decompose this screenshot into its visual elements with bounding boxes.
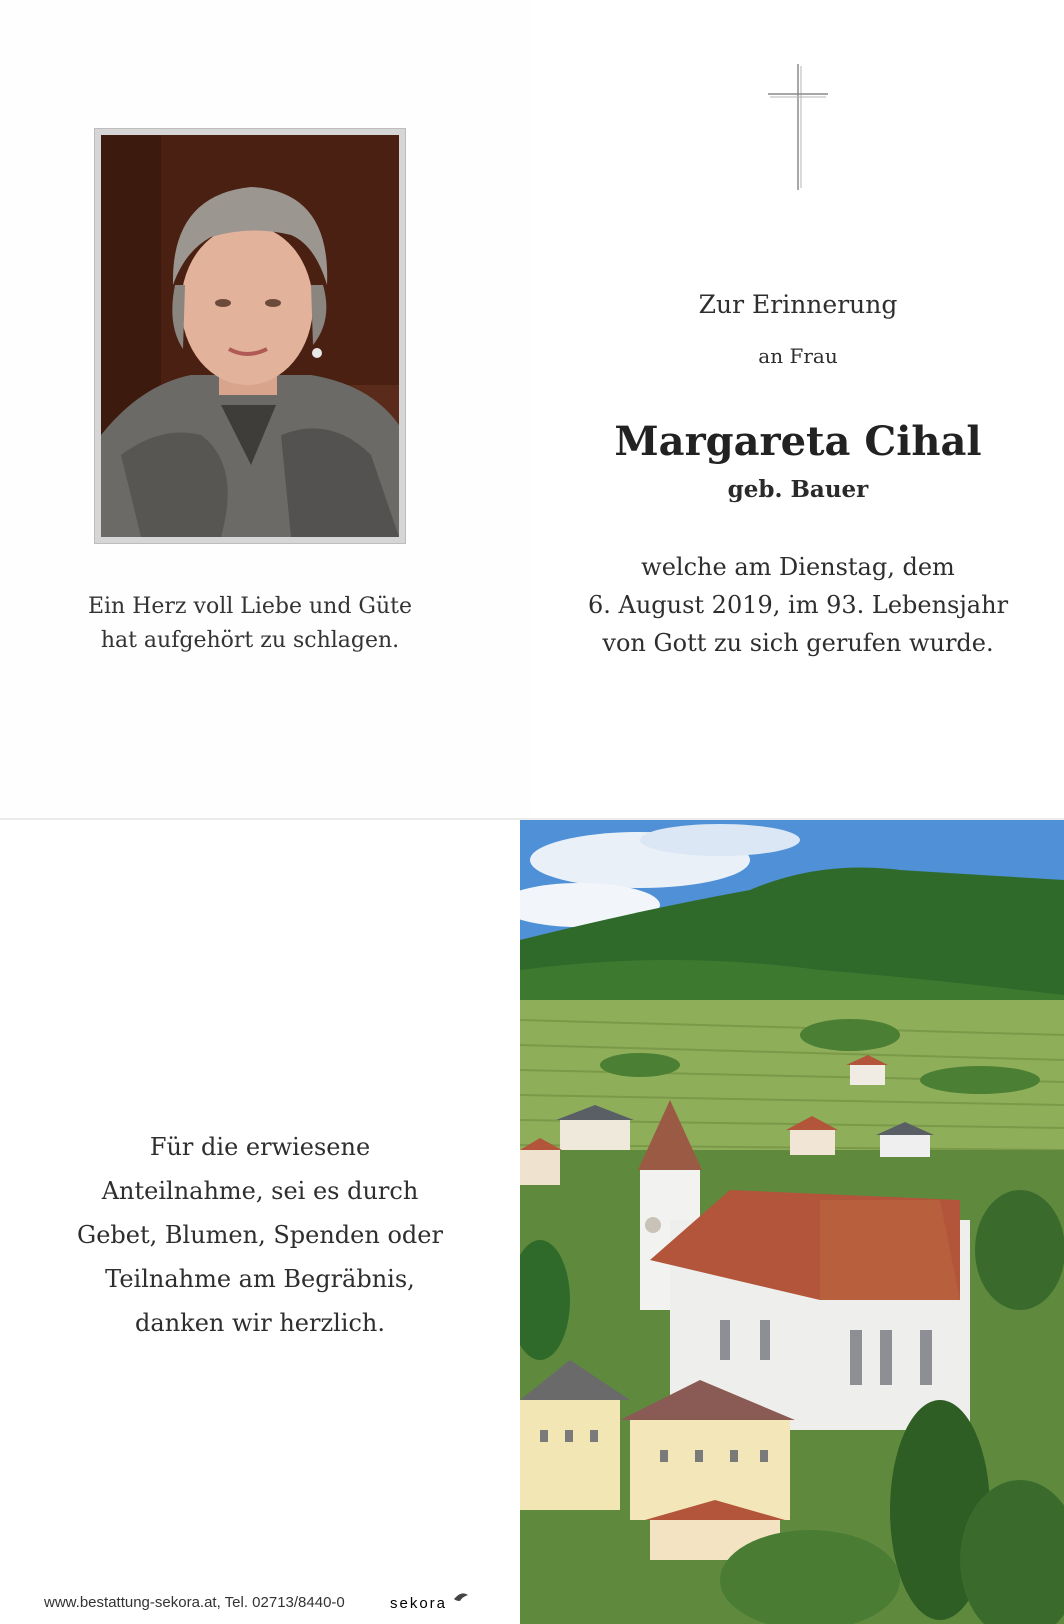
thanks-line-4: Teilnahme am Begräbnis,: [105, 1265, 415, 1293]
death-line-1: welche am Dienstag, dem: [641, 553, 955, 581]
thanks-line-3: Gebet, Blumen, Spenden oder: [77, 1221, 443, 1249]
funeral-home-imprint: www.bestattung-sekora.at, Tel. 02713/8440-0: [44, 1594, 345, 1611]
card-panel-portrait: [0, 0, 532, 818]
verse-line-1: Ein Herz voll Liebe und Güte: [87, 594, 413, 619]
verse-line-2: hat aufgehört zu schlagen.: [100, 628, 400, 653]
logo-text: sekora: [390, 1595, 448, 1612]
birth-name: geb. Bauer: [727, 476, 869, 503]
portrait-frame: [94, 128, 406, 544]
dove-icon: [454, 1593, 468, 1601]
death-line-3: von Gott zu sich gerufen wurde.: [602, 629, 994, 657]
death-line-2: 6. August 2019, im 93. Lebensjahr: [587, 591, 1009, 619]
card-panel-landscape: [520, 820, 1064, 1624]
thanks-line-2: Anteilnahme, sei es durch: [101, 1177, 419, 1205]
intro-text: Zur Erinnerung: [698, 290, 898, 319]
funeral-home-logo: [390, 1591, 470, 1615]
cross-icon: [766, 62, 830, 192]
memorial-verse: [60, 590, 440, 658]
death-announcement: [532, 548, 1064, 662]
portrait-photo: [101, 135, 399, 537]
thanks-line-1: Für die erwiesene: [149, 1133, 371, 1161]
thanks-text: [60, 1125, 460, 1345]
deceased-name: Margareta Cihal: [614, 418, 982, 465]
village-church-photo: [520, 820, 1064, 1624]
salutation: an Frau: [758, 344, 838, 368]
thanks-line-5: danken wir herzlich.: [135, 1309, 385, 1337]
